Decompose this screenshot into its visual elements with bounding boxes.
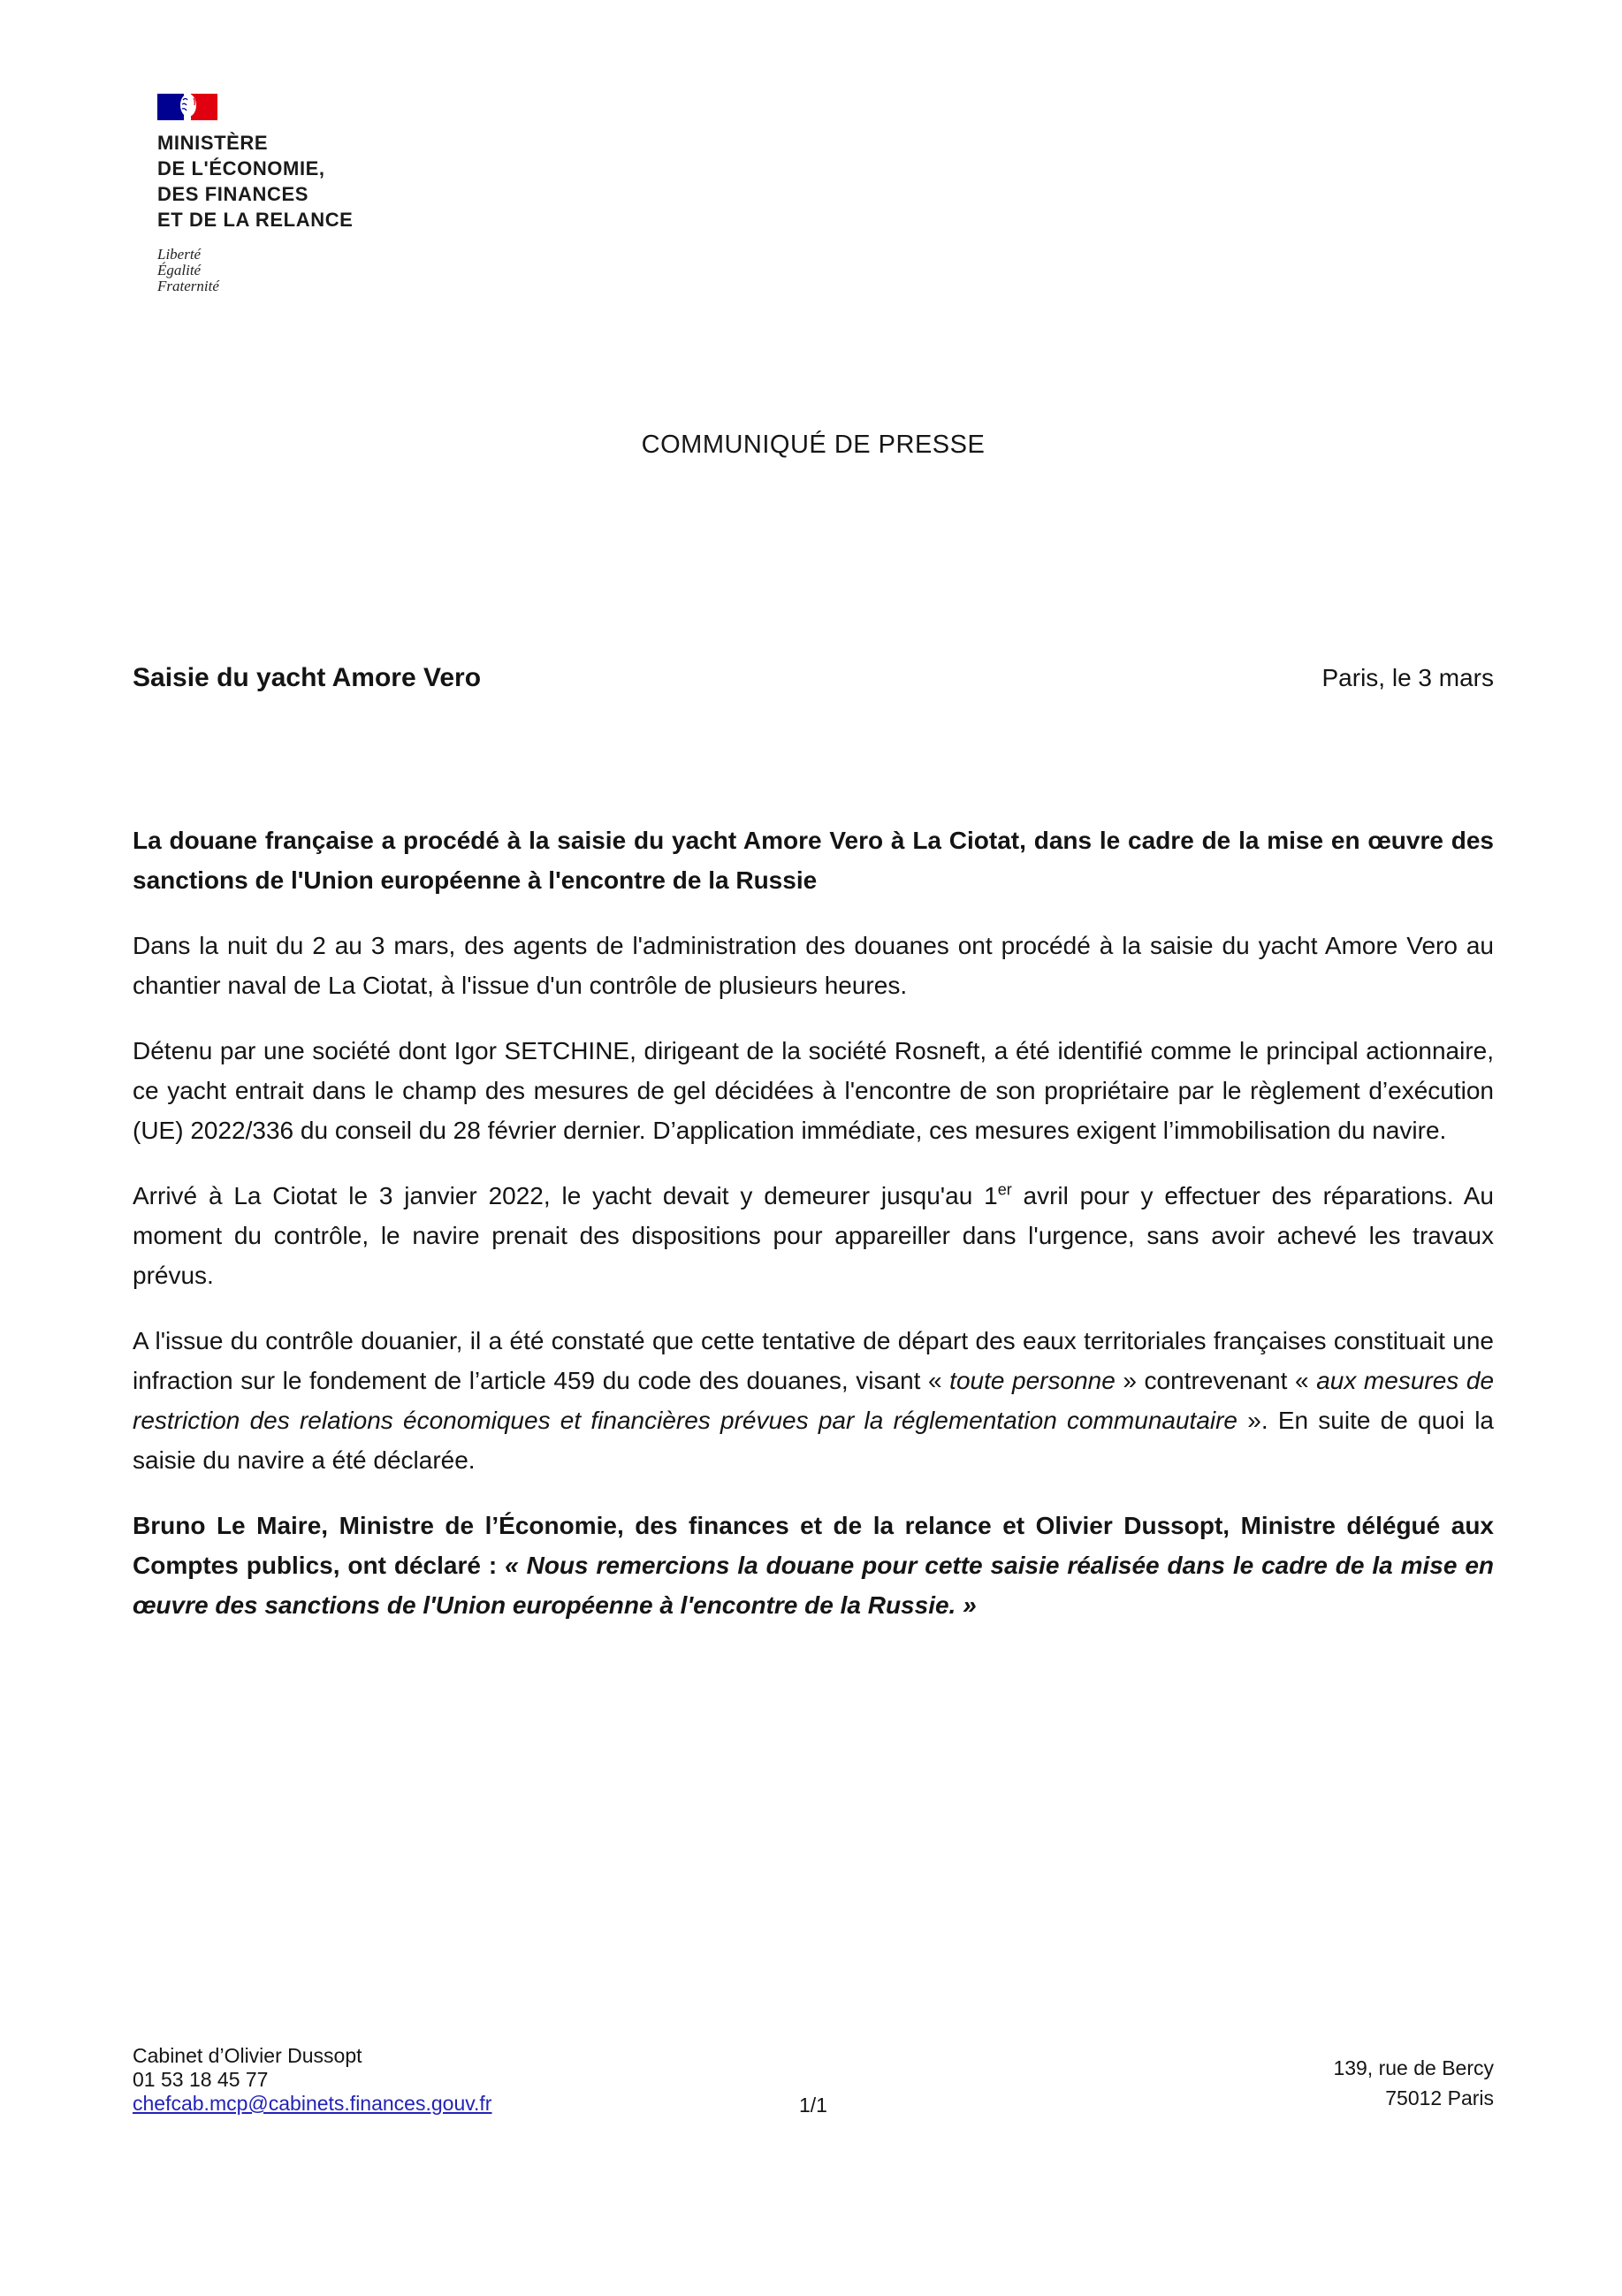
title-row [133, 663, 1494, 693]
address-line: 139, rue de Bercy [1333, 2056, 1494, 2079]
ministry-name-line: DES FINANCES [157, 183, 308, 205]
address-line: 75012 Paris [1385, 2086, 1494, 2109]
paragraph-1: Dans la nuit du 2 au 3 mars, des agents de l'administration des douanes ont procédé à la saisie du yacht Amore Vero au chantier naval de La Ciotat, à l'issue d'un contrôle de plusieurs heures. [133, 932, 1494, 999]
dateline: Paris, le 3 mars [1321, 664, 1494, 691]
quoted-phrase: toute personne [949, 1367, 1116, 1394]
footer-address-block [1333, 2053, 1494, 2113]
motto-line: Liberté [157, 246, 202, 263]
paragraph-3-text: avril pour y effectuer des réparations. Au moment du contrôle, le navire prenait des dispositions pour appareiller dans l'urgence, sans avoir achevé les travaux prévus. [133, 1182, 1494, 1289]
page-number: 1/1 [799, 2094, 827, 2117]
ministry-name-line: ET DE LA RELANCE [157, 209, 354, 231]
ministry-name-line: MINISTÈRE [157, 132, 269, 154]
phone-number: 01 53 18 45 77 [133, 2068, 269, 2091]
lead-paragraph: La douane française a procédé à la saisie du yacht Amore Vero à La Ciotat, dans le cadre de la mise en œuvre des sanctions de l'Union européenne à l'encontre de la Russie [133, 827, 1494, 894]
republic-motto [157, 247, 353, 294]
ministry-name [157, 130, 353, 233]
paragraph-4 [133, 1321, 1494, 1480]
ministers-quote: « Nous remercions la douane pour cette saisie réalisée dans le cadre de la mise en œuvre des sanctions de l'Union européenne à l'encontre de la Russie. » [133, 1552, 1494, 1619]
paragraph-4-text: ». En suite de quoi la saisie du navire a été déclarée. [133, 1407, 1494, 1474]
body-content [133, 820, 1494, 1651]
ministry-logo [157, 94, 353, 294]
email-link[interactable]: chefcab.mcp@cabinets.finances.gouv.fr [133, 2092, 492, 2115]
paragraph-4-text: » contrevenant « [1115, 1367, 1317, 1394]
paragraph-5 [133, 1506, 1494, 1625]
paragraph-3 [133, 1176, 1494, 1295]
french-flag-icon [157, 94, 217, 120]
ministry-name-line: DE L'ÉCONOMIE, [157, 157, 325, 179]
paragraph-4-text: A l'issue du contrôle douanier, il a été constaté que cette tentative de départ des eaux territoriales françaises constituait une infraction sur le fondement de l’article 459 du code des douanes, visant « [133, 1327, 1494, 1394]
paragraph-3-text: Arrivé à La Ciotat le 3 janvier 2022, le yacht devait y demeurer jusqu'au 1 [133, 1182, 998, 1209]
paragraph-2: Détenu par une société dont Igor SETCHINE, dirigeant de la société Rosneft, a été identifié comme le principal actionnaire, ce yacht entrait dans le champ des mesures de gel décidées à l'encontre de son propriétaire par le règlement d’exécution (UE) 2022/336 du conseil du 28 février dernier. D’application immédiate, ces mesures exigent l’immobilisation du navire. [133, 1037, 1494, 1144]
motto-line: Égalité [157, 262, 202, 278]
motto-line: Fraternité [157, 278, 219, 294]
quoted-phrase: aux mesures de restriction des relations économiques et financières prévues par la réglementation communautaire [133, 1367, 1495, 1434]
press-release-label: COMMUNIQUÉ DE PRESSE [641, 431, 986, 459]
document-title: Saisie du yacht Amore Vero [133, 663, 482, 692]
ministers-statement-intro: Bruno Le Maire, Ministre de l’Économie, des finances et de la relance et Olivier Dussopt, Ministre délégué aux Comptes publics, ont déclaré : [133, 1512, 1494, 1579]
ordinal-superscript: er [997, 1180, 1012, 1199]
cabinet-name: Cabinet d’Olivier Dussopt [133, 2044, 362, 2067]
